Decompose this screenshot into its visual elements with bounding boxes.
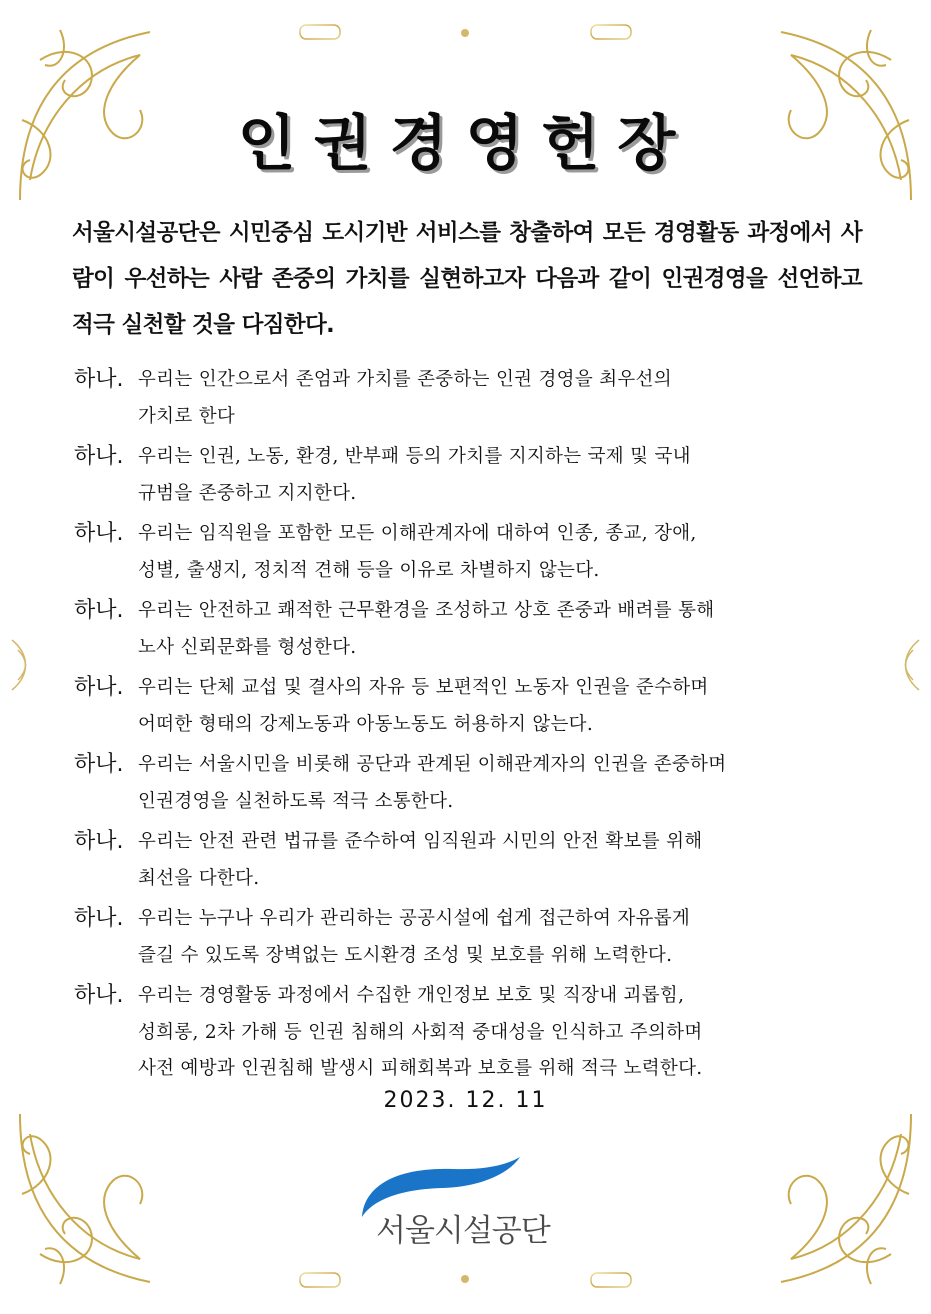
pledge-text — [138, 901, 864, 974]
pledge-head: 하나. — [74, 829, 124, 854]
pledge-line: 성별, 출생지, 정치적 견해 등을 이유로 차별하지 않는다. — [138, 559, 600, 581]
pledge-line: 우리는 인간으로서 존엄과 가치를 존중하는 인권 경영을 최우선의 — [138, 369, 672, 390]
pledge-line: 최선을 다한다. — [138, 867, 260, 889]
organization-logo — [358, 1155, 550, 1255]
pledge-line: 노사 신뢰문화를 형성한다. — [138, 636, 357, 658]
pledge-line: 우리는 단체 교섭 및 결사의 자유 등 보편적인 노동자 인권을 준수하며 — [138, 677, 709, 698]
pledge-item — [74, 901, 864, 974]
corner-ornament-bottom-left — [20, 1114, 150, 1284]
pledge-line: 어떠한 형태의 강제노동과 아동노동도 허용하지 않는다. — [138, 713, 594, 735]
top-border — [150, 25, 781, 39]
pledge-item — [74, 516, 864, 589]
pledge-head: 하나. — [74, 906, 124, 931]
side-flourish-right — [906, 640, 920, 690]
right-border — [913, 180, 919, 1134]
pledge-item — [74, 824, 864, 897]
left-border — [12, 180, 18, 1134]
pledge-line: 우리는 임직원을 포함한 모든 이해관계자에 대하여 인종, 종교, 장애, — [138, 523, 697, 544]
charter-date: 2023. 12. 11 — [383, 1088, 548, 1113]
pledge-text — [138, 593, 864, 666]
pledge-head: 하나. — [74, 521, 124, 546]
pledge-line: 우리는 안전 관련 법규를 준수하여 임직원과 시민의 안전 확보를 위해 — [138, 831, 703, 852]
pledge-head: 하나. — [74, 598, 124, 623]
pledge-line: 우리는 인권, 노동, 환경, 반부패 등의 가치를 지지하는 국제 및 국내 — [138, 446, 691, 467]
pledge-line: 우리는 서울시민을 비롯해 공단과 관계된 이해관계자의 인권을 존중하며 — [138, 754, 727, 775]
intro-paragraph: 서울시설공단은 시민중심 도시기반 서비스를 창출하여 모든 경영활동 과정에서 사람이 우선하는 사람 존중의 가치를 실현하고자 다음과 같이 인권경영을 선언하고 적극 실천할 것을 다짐한다. — [72, 220, 862, 338]
pledge-head: 하나. — [74, 675, 124, 700]
pledge-text — [138, 824, 864, 897]
pledge-item — [74, 593, 864, 666]
pledge-head: 하나. — [74, 752, 124, 777]
pledge-text — [138, 362, 864, 435]
pledge-text — [138, 439, 864, 512]
pledge-text — [138, 516, 864, 589]
pledge-line: 사전 예방과 인권침해 발생시 피해회복과 보호를 위해 적극 노력한다. — [138, 1058, 703, 1079]
pledge-text — [138, 670, 864, 743]
pledge-item — [74, 439, 864, 512]
pledge-line: 규범을 존중하고 지지한다. — [138, 482, 357, 504]
pledge-line: 성희롱, 2차 가해 등 인권 침해의 사회적 중대성을 인식하고 주의하며 — [138, 1021, 703, 1043]
pledge-line: 즐길 수 있도록 장벽없는 도시환경 조성 및 보호를 위해 노력한다. — [138, 944, 673, 966]
logo-text: 서울시설공단 — [376, 1213, 550, 1249]
corner-ornament-bottom-right — [781, 1114, 911, 1284]
pledge-item — [74, 978, 864, 1088]
pledge-text — [138, 747, 864, 820]
pledge-item — [74, 362, 864, 435]
pledge-line: 인권경영을 실천하도록 적극 소통한다. — [138, 790, 454, 812]
pledge-text — [138, 978, 864, 1088]
page-title: 인권경영헌장 — [237, 109, 694, 179]
bottom-border — [150, 1273, 781, 1287]
pledge-item — [74, 670, 864, 743]
pledge-line: 가치로 한다 — [138, 405, 236, 427]
pledge-line: 우리는 누구나 우리가 관리하는 공공시설에 쉽게 접근하여 자유롭게 — [138, 908, 691, 929]
pledge-item — [74, 747, 864, 820]
pledge-head: 하나. — [74, 367, 124, 392]
pledge-head: 하나. — [74, 444, 124, 469]
side-flourish-left — [12, 640, 26, 690]
pledge-line: 우리는 경영활동 과정에서 수집한 개인정보 보호 및 직장내 괴롭힘, — [138, 985, 685, 1006]
pledge-head: 하나. — [74, 983, 124, 1008]
pledge-list — [74, 362, 864, 1092]
pledge-line: 우리는 안전하고 쾌적한 근무환경을 조성하고 상호 존중과 배려를 통해 — [138, 600, 715, 621]
